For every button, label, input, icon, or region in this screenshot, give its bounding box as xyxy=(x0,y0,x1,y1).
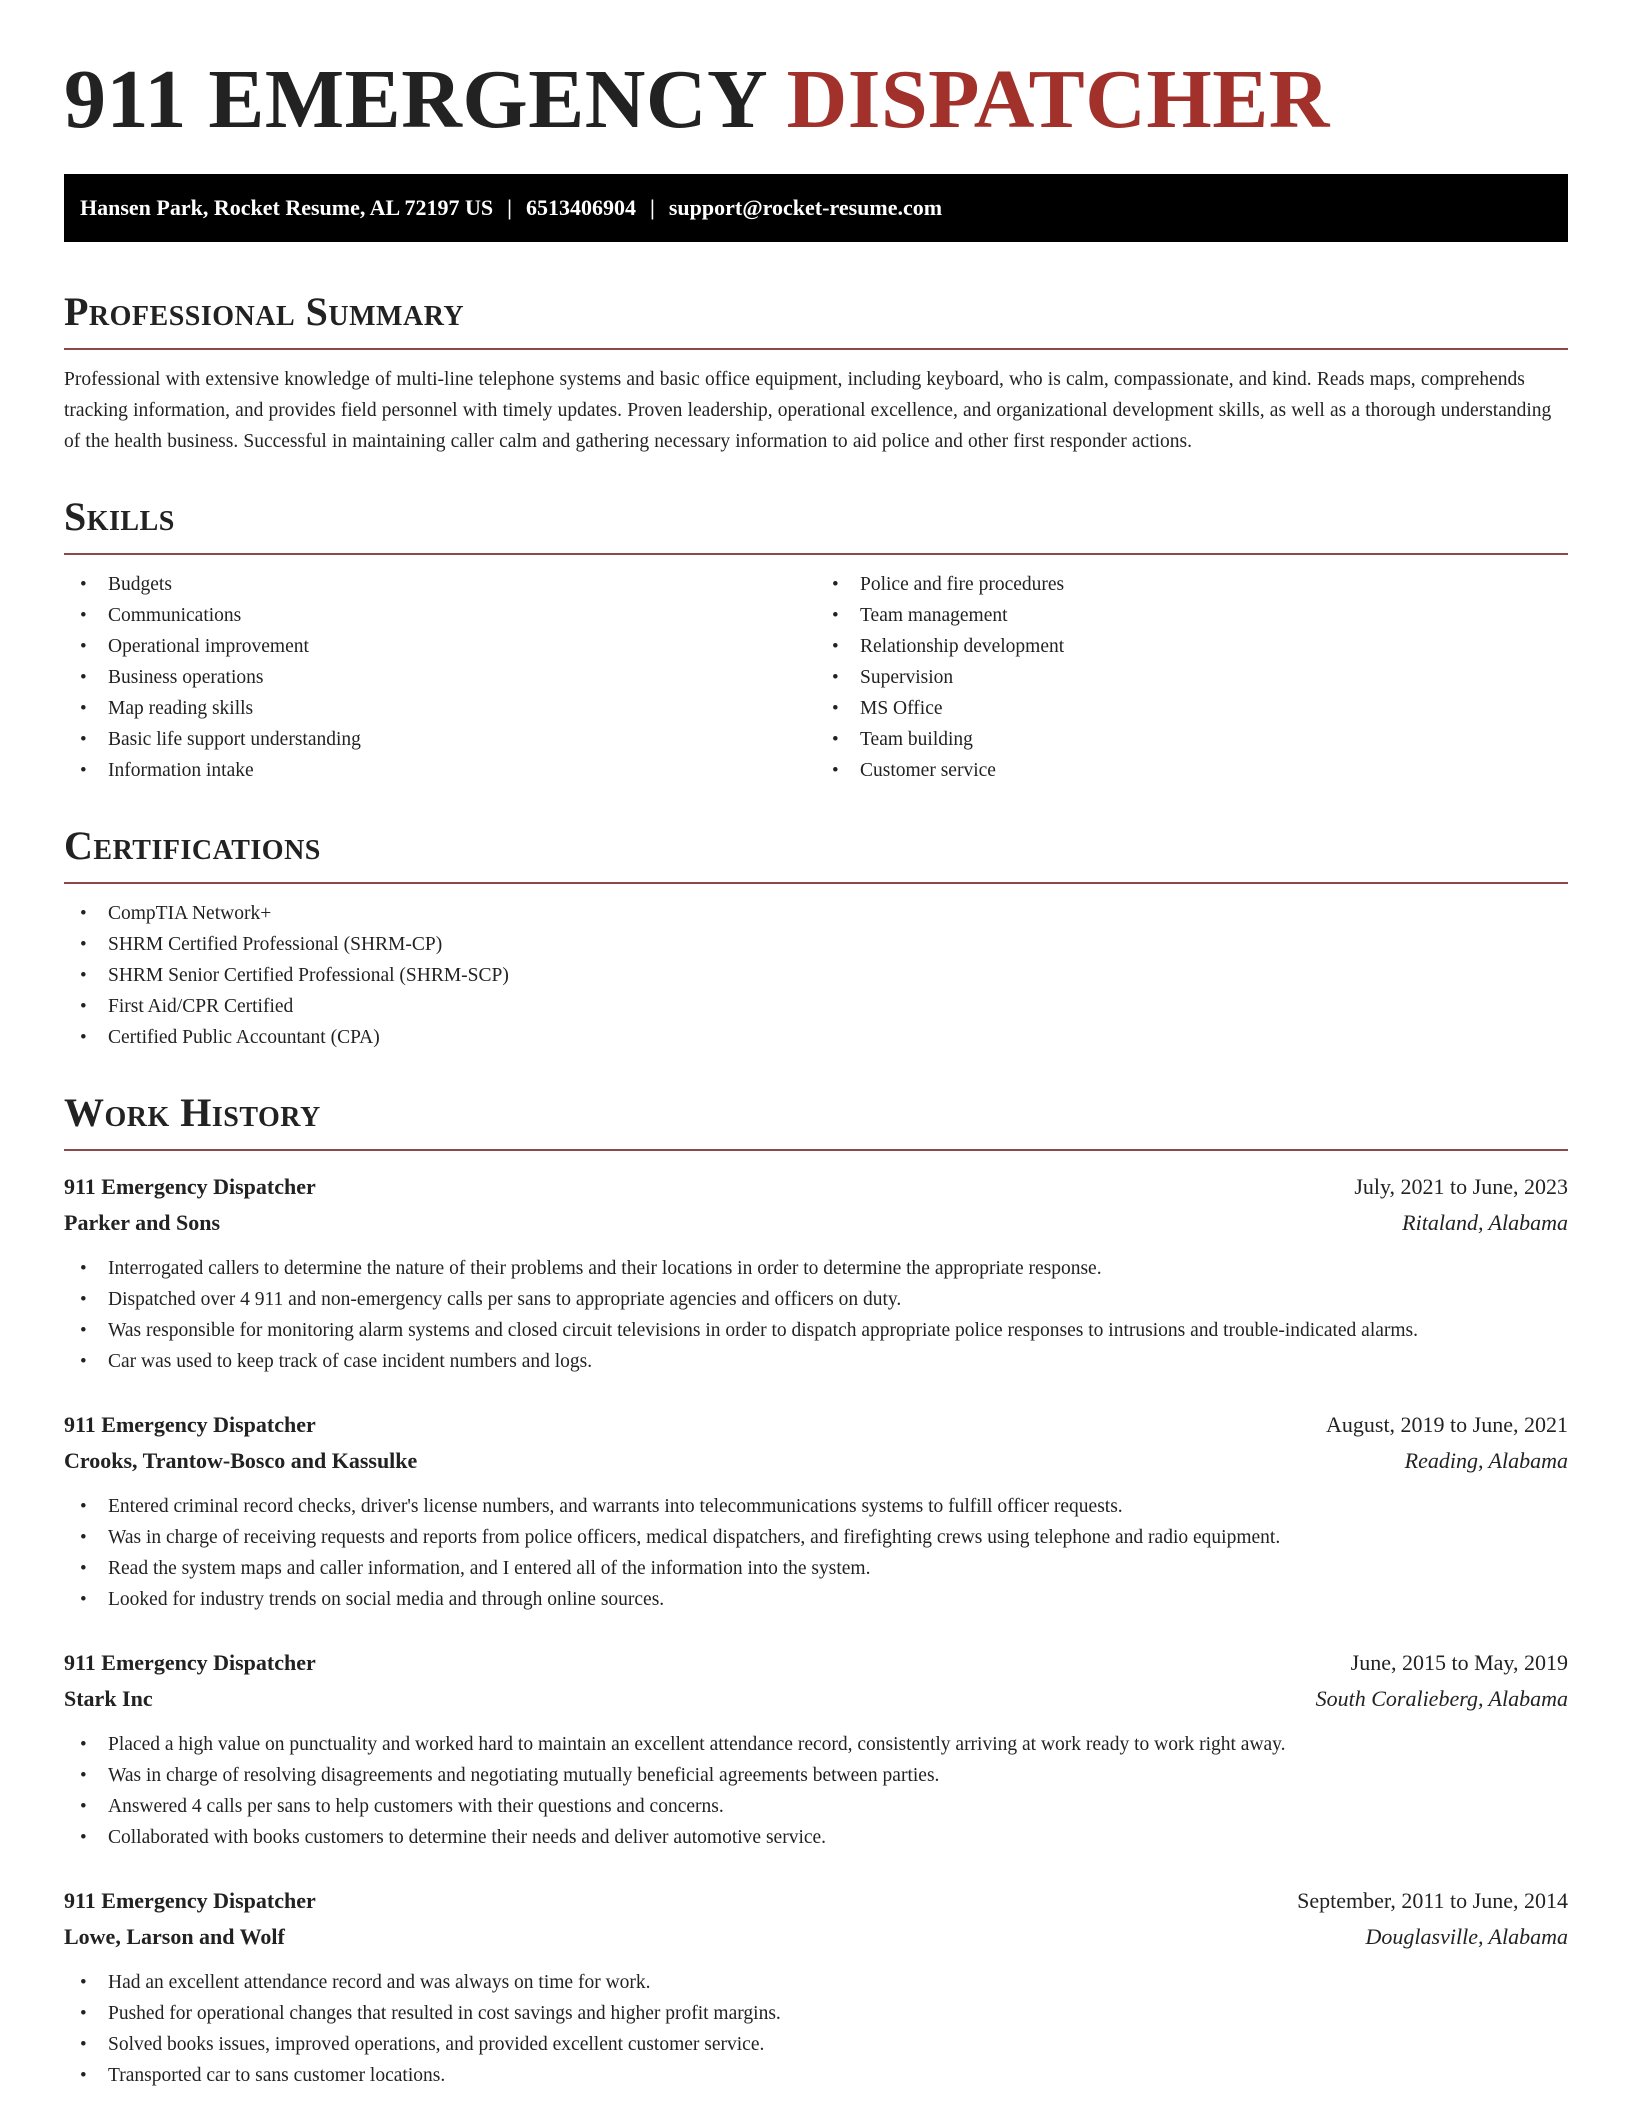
job-title: 911 Emergency Dispatcher xyxy=(64,1412,316,1437)
skill-item: • Team building xyxy=(816,724,1568,755)
job-entry xyxy=(64,1169,1568,1377)
skill-item: • Basic life support understanding xyxy=(64,724,816,755)
job-company-row xyxy=(64,1681,1568,1717)
skill-item: • Operational improvement xyxy=(64,631,816,662)
job-bullet: • Collaborated with books customers to determine their needs and deliver automotive service. xyxy=(64,1822,1568,1853)
skills-grid xyxy=(64,569,1568,786)
job-company-row xyxy=(64,1205,1568,1241)
skill-item: • Map reading skills xyxy=(64,693,816,724)
contact-address: Hansen Park, Rocket Resume, AL 72197 US xyxy=(80,195,494,220)
job-location: South Coralieberg, Alabama xyxy=(1315,1686,1568,1711)
certification-item: • SHRM Certified Professional (SHRM-CP) xyxy=(64,929,1568,960)
work-history-heading: Work History xyxy=(64,1093,1568,1151)
certifications-heading: Certifications xyxy=(64,826,1568,884)
job-bullets xyxy=(64,1253,1568,1377)
job-dates: July, 2021 to June, 2023 xyxy=(1354,1174,1568,1199)
skills-list-left xyxy=(64,569,816,786)
job-entry xyxy=(64,1883,1568,2091)
skills-heading: Skills xyxy=(64,497,1568,555)
job-bullet: • Was in charge of resolving disagreements and negotiating mutually beneficial agreements between parties. xyxy=(64,1760,1568,1791)
contact-bar xyxy=(64,174,1568,242)
certification-item: • CompTIA Network+ xyxy=(64,898,1568,929)
job-entry xyxy=(64,1407,1568,1615)
job-dates: August, 2019 to June, 2021 xyxy=(1326,1412,1568,1437)
job-header-row xyxy=(64,1883,1568,1919)
skill-item: • Customer service xyxy=(816,755,1568,786)
contact-phone: 6513406904 xyxy=(525,195,636,220)
job-bullet: • Entered criminal record checks, driver's license numbers, and warrants into telecommunications systems to fulfill officer requests. xyxy=(64,1491,1568,1522)
job-bullet: • Answered 4 calls per sans to help customers with their questions and concerns. xyxy=(64,1791,1568,1822)
skill-item: • Police and fire procedures xyxy=(816,569,1568,600)
skill-item: • Relationship development xyxy=(816,631,1568,662)
certifications-list xyxy=(64,898,1568,1053)
skill-item: • Budgets xyxy=(64,569,816,600)
job-dates: June, 2015 to May, 2019 xyxy=(1350,1650,1568,1675)
job-bullet: • Read the system maps and caller information, and I entered all of the information into the system. xyxy=(64,1553,1568,1584)
job-title: 911 Emergency Dispatcher xyxy=(64,1174,316,1199)
summary-text: Professional with extensive knowledge of multi-line telephone systems and basic office equipment, including keyboard, who is calm, compassionate, and kind. Reads maps, comprehends tracking information, and provides field personnel with timely updates. Proven leadership, operational excellence, and organizational development skills, as well as a thorough understanding of the health business. Successful in maintaining caller calm and gathering necessary information to aid police and other first responder actions. xyxy=(64,369,1552,452)
job-header-row xyxy=(64,1407,1568,1443)
job-bullet: • Dispatched over 4 911 and non-emergency calls per sans to appropriate agencies and officers on duty. xyxy=(64,1284,1568,1315)
skill-item: • Supervision xyxy=(816,662,1568,693)
certification-item: • SHRM Senior Certified Professional (SHRM-SCP) xyxy=(64,960,1568,991)
title-main: 911 EMERGENCY xyxy=(64,53,766,146)
summary-heading: Professional Summary xyxy=(64,292,1568,350)
job-header-row xyxy=(64,1169,1568,1205)
certification-item: • Certified Public Accountant (CPA) xyxy=(64,1022,1568,1053)
job-header-row xyxy=(64,1645,1568,1681)
job-company-row xyxy=(64,1443,1568,1479)
skill-item: • Team management xyxy=(816,600,1568,631)
job-bullet: • Pushed for operational changes that resulted in cost savings and higher profit margins. xyxy=(64,1998,1568,2029)
contact-separator: | xyxy=(507,195,512,220)
job-bullet: • Was responsible for monitoring alarm systems and closed circuit televisions in order to dispatch appropriate police responses to intrusions and trouble-indicated alarms. xyxy=(64,1315,1568,1346)
job-bullet: • Placed a high value on punctuality and worked hard to maintain an excellent attendance record, consistently arriving at work ready to work right away. xyxy=(64,1729,1568,1760)
skill-item: • Business operations xyxy=(64,662,816,693)
job-bullets xyxy=(64,1729,1568,1853)
job-company: Lowe, Larson and Wolf xyxy=(64,1924,285,1949)
skill-item: • Information intake xyxy=(64,755,816,786)
job-company: Parker and Sons xyxy=(64,1210,221,1235)
job-bullets xyxy=(64,1491,1568,1615)
resume-title xyxy=(64,53,1568,146)
job-location: Douglasville, Alabama xyxy=(1365,1924,1568,1949)
job-bullet: • Was in charge of receiving requests and reports from police officers, medical dispatchers, and firefighting crews using telephone and radio equipment. xyxy=(64,1522,1568,1553)
job-entry xyxy=(64,1645,1568,1853)
job-bullet: • Looked for industry trends on social media and through online sources. xyxy=(64,1584,1568,1615)
job-bullet: • Interrogated callers to determine the nature of their problems and their locations in order to determine the appropriate response. xyxy=(64,1253,1568,1284)
job-location: Ritaland, Alabama xyxy=(1402,1210,1568,1235)
job-bullet: • Transported car to sans customer locations. xyxy=(64,2060,1568,2091)
job-bullets xyxy=(64,1967,1568,2091)
job-dates: September, 2011 to June, 2014 xyxy=(1297,1888,1568,1913)
skill-item: • MS Office xyxy=(816,693,1568,724)
skills-list-right xyxy=(816,569,1568,786)
job-title: 911 Emergency Dispatcher xyxy=(64,1650,316,1675)
contact-email: support@rocket-resume.com xyxy=(668,195,943,220)
job-company-row xyxy=(64,1919,1568,1955)
job-company: Crooks, Trantow-Bosco and Kassulke xyxy=(64,1448,418,1473)
job-company: Stark Inc xyxy=(64,1686,153,1711)
job-bullet: • Car was used to keep track of case incident numbers and logs. xyxy=(64,1346,1568,1377)
skill-item: • Communications xyxy=(64,600,816,631)
contact-separator: | xyxy=(649,195,655,220)
job-bullet: • Had an excellent attendance record and was always on time for work. xyxy=(64,1967,1568,1998)
job-title: 911 Emergency Dispatcher xyxy=(64,1888,316,1913)
title-accent: DISPATCHER xyxy=(786,53,1330,146)
certification-item: • First Aid/CPR Certified xyxy=(64,991,1568,1022)
job-location: Reading, Alabama xyxy=(1404,1448,1568,1473)
job-bullet: • Solved books issues, improved operations, and provided excellent customer service. xyxy=(64,2029,1568,2060)
